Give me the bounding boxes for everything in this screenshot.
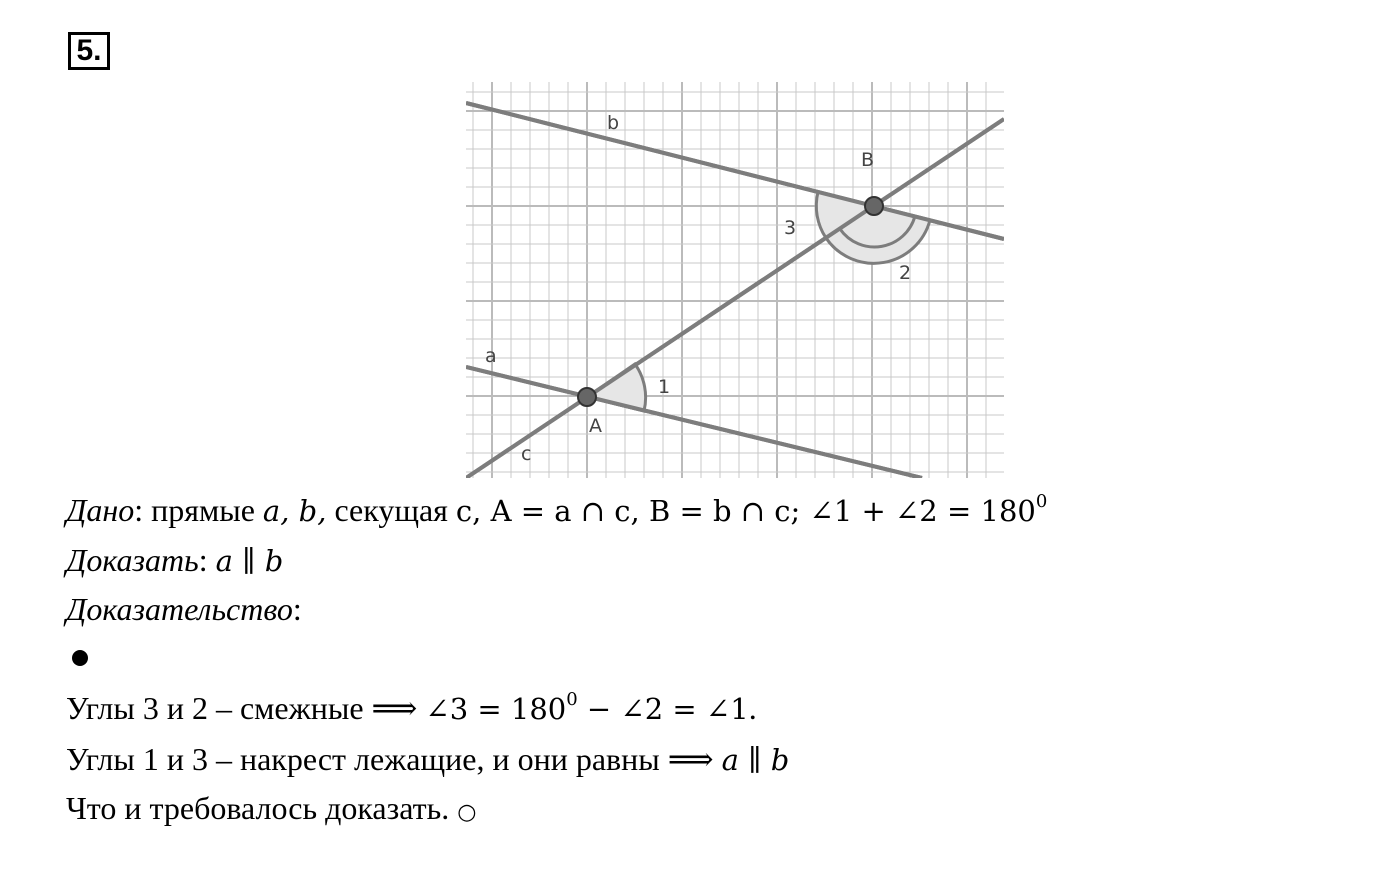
qed-symbol: ○ [457, 800, 477, 825]
geometry-figure [466, 82, 1004, 478]
step-2 [66, 739, 789, 780]
label-angle-2: 2 [899, 262, 912, 284]
given-text-lines: прямые [151, 492, 255, 528]
conclusion-text: Что и требовалось доказать. [66, 790, 450, 826]
point-b [865, 197, 883, 215]
label-point-b: B [861, 149, 875, 171]
prove-line [66, 540, 283, 581]
given-math-lines: a, b, [262, 494, 327, 528]
prove-colon: : [198, 542, 208, 578]
given-line [66, 490, 1047, 531]
prove-math: a ∥ b [215, 544, 284, 578]
label-line-b: b [607, 112, 620, 134]
grid [466, 82, 1004, 478]
step-2-text: Углы 1 и 3 – накрест лежащие, и они равны ⟹ [66, 741, 714, 777]
step-2-math: a ∥ b [721, 743, 790, 777]
step-1-math: ∠3 = $180^0$ − ∠2 = ∠1 [425, 689, 749, 726]
step-1 [66, 688, 757, 729]
bullet [72, 650, 88, 666]
given-label: Дано [66, 492, 135, 528]
label-line-c: c [521, 443, 532, 465]
proof-line [66, 589, 302, 629]
label-line-a: a [485, 345, 497, 367]
point-a [578, 388, 596, 406]
given-math-rest: c, A = a ∩ c, B = b ∩ c; ∠1 + ∠2 = $180^0$ [455, 491, 1048, 528]
line-a-overlay [466, 367, 922, 478]
given-text-secant: секущая [334, 492, 448, 528]
conclusion [66, 788, 476, 833]
label-angle-1: 1 [658, 376, 671, 398]
label-point-a: A [589, 415, 602, 437]
proof-colon: : [292, 591, 302, 627]
label-angle-3: 3 [784, 217, 797, 239]
problem-number: 5. [68, 32, 110, 70]
proof-label: Доказательство [66, 591, 293, 627]
step-1-end: . [748, 690, 757, 726]
given-colon: : [134, 492, 144, 528]
prove-label: Доказать [66, 542, 199, 578]
step-1-text: Углы 3 и 2 – смежные ⟹ [66, 690, 418, 726]
